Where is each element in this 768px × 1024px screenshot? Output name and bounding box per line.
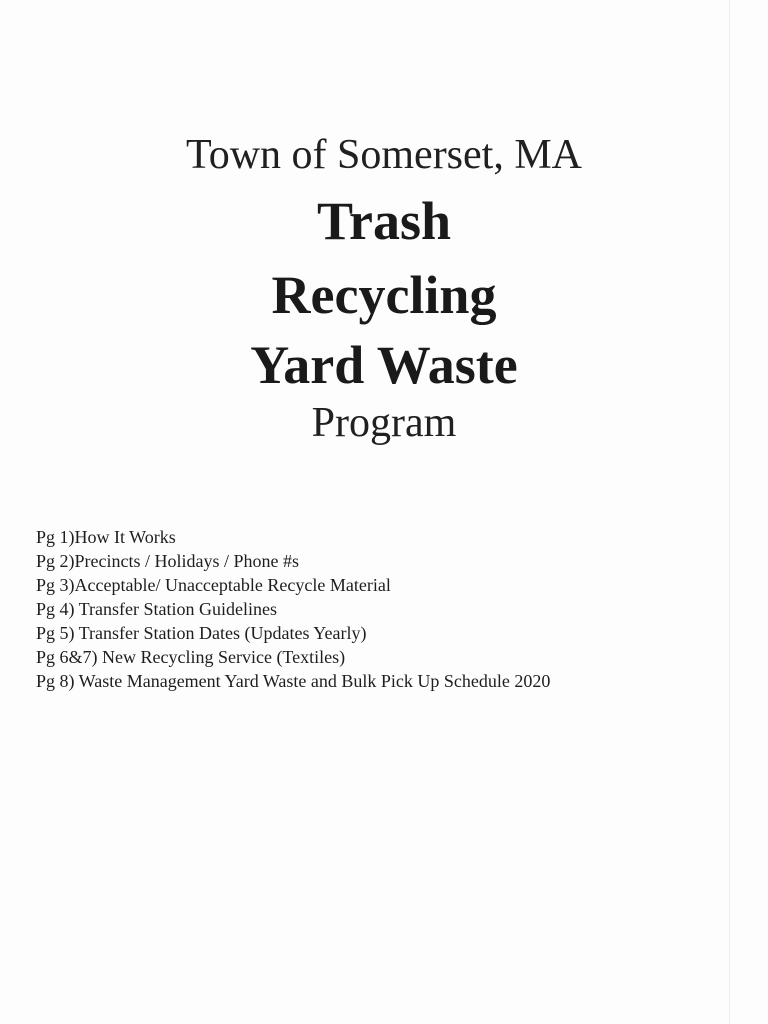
toc-item-page-1: Pg 1)How It Works bbox=[36, 527, 176, 547]
toc-item-page-5: Pg 5) Transfer Station Dates (Updates Yearly) bbox=[36, 623, 367, 643]
program-subtitle: Program bbox=[311, 400, 457, 446]
table-of-contents bbox=[36, 525, 550, 693]
town-heading: Town of Somerset, MA bbox=[185, 132, 583, 178]
toc-item-page-4: Pg 4) Transfer Station Guidelines bbox=[36, 599, 277, 619]
toc-item-page-2: Pg 2)Precincts / Holidays / Phone #s bbox=[36, 551, 299, 571]
toc-item-page-3: Pg 3)Acceptable/ Unacceptable Recycle Material bbox=[36, 575, 391, 595]
headline-trash: Trash bbox=[316, 191, 452, 251]
headline-recycling: Recycling bbox=[271, 265, 497, 325]
toc-item-page-6-7: Pg 6&7) New Recycling Service (Textiles) bbox=[36, 647, 346, 667]
headline-yard-waste: Yard Waste bbox=[250, 335, 518, 395]
toc-item-page-8: Pg 8) Waste Management Yard Waste and Bulk Pick Up Schedule 2020 bbox=[36, 671, 551, 691]
